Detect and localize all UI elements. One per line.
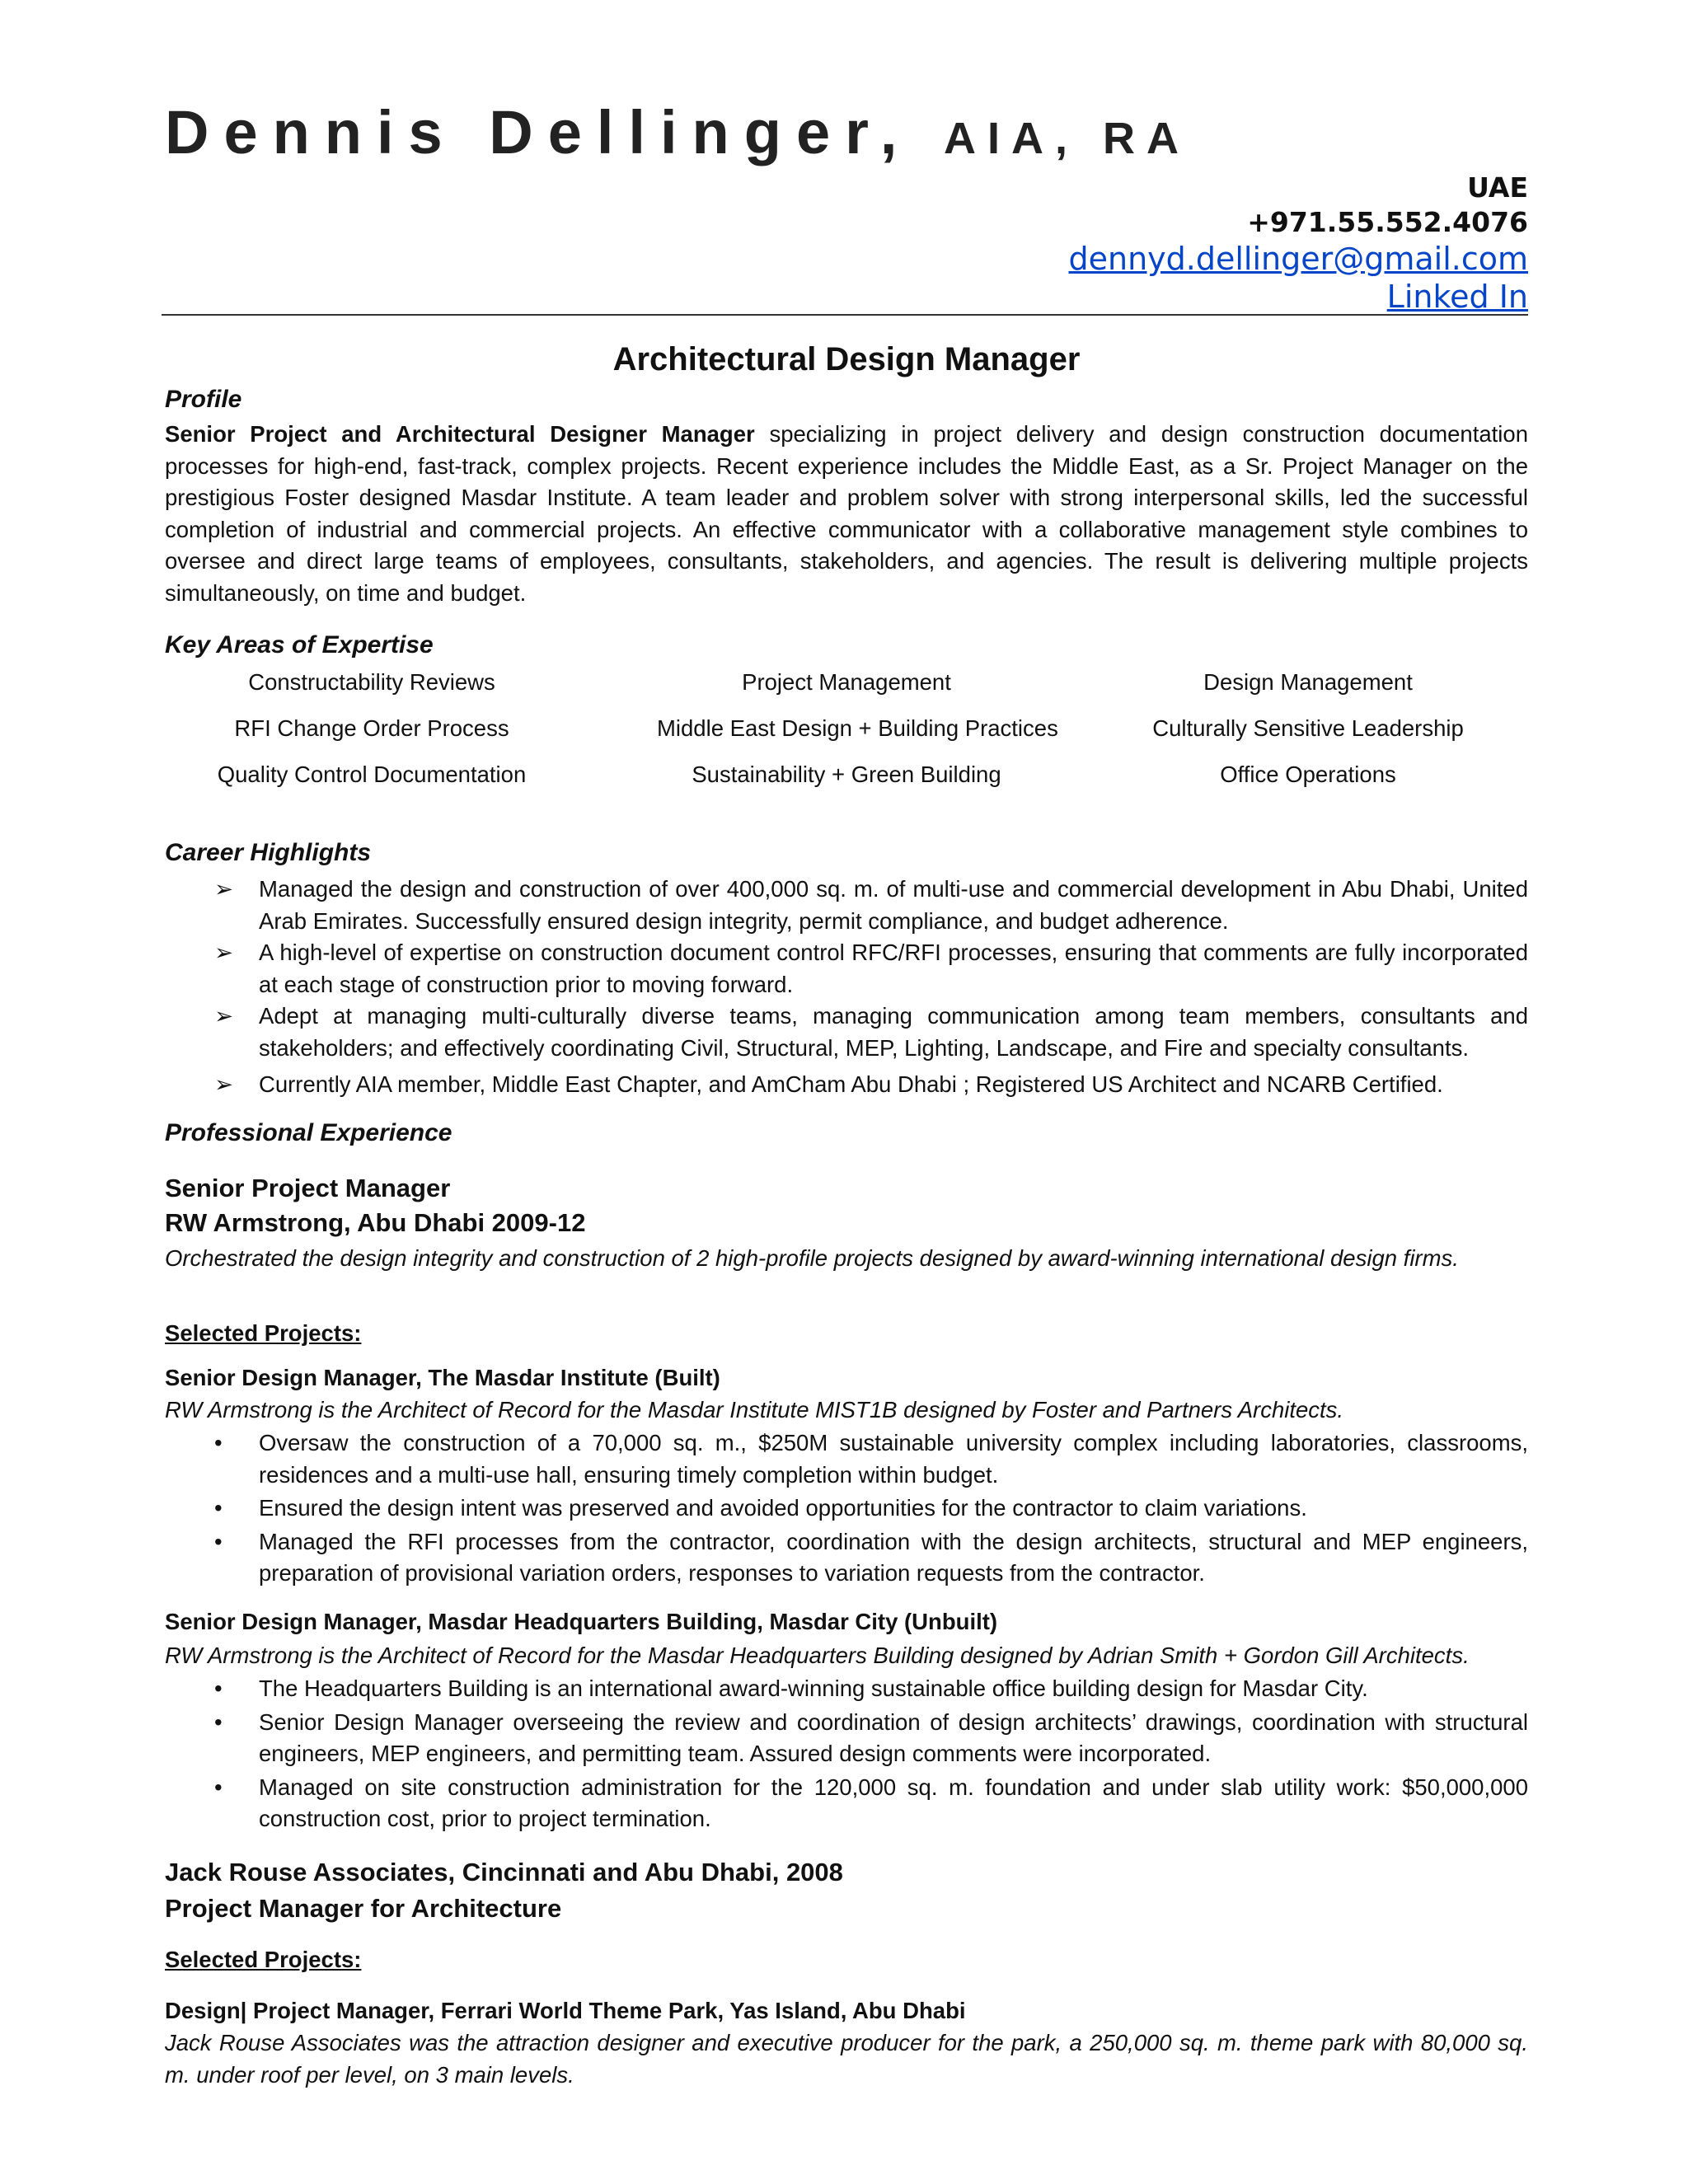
job1-company: RW Armstrong, Abu Dhabi 2009-12 bbox=[165, 1208, 586, 1237]
job1-summary: Orchestrated the design integrity and construction of 2 high-profile projects designed by award-winning international design firms. bbox=[165, 1245, 1459, 1271]
expertise-item: Middle East Design + Building Practices bbox=[657, 715, 1058, 741]
expertise-item: Office Operations bbox=[1220, 762, 1396, 787]
header-divider bbox=[162, 314, 1528, 316]
list-item bbox=[165, 1772, 1528, 1835]
list-item bbox=[165, 1001, 1528, 1064]
profile-body: specializing in project delivery and design construction documentation processes for high-end, fast-track, complex projects. Recent experience includes the Middle East, as a Sr. Project Manager on the prestigious Foster designed Masdar Institute. A team leader and problem solver with strong interpersonal skills, led the successful completion of industrial and commercial projects. An effective communicator with a collaborative management style combines to oversee and direct large teams of employees, consultants, stakeholders, and agencies. The result is delivering multiple projects simultaneously, on time and budget. bbox=[165, 421, 1528, 606]
bullet-icon: • bbox=[214, 1430, 223, 1455]
list-item bbox=[165, 1069, 1528, 1101]
item-text: Senior Design Manager overseeing the review and coordination of design architects’ drawings, coordination with structural engineers, MEP engineers, and permitting team. Assured design comments were incorporated. bbox=[259, 1708, 1528, 1766]
arrow-bullet-icon: ➢ bbox=[214, 940, 234, 965]
item-text: Managed the RFI processes from the contractor, coordination with the design architects, structural and MEP engineers, preparation of provisional variation orders, responses to variation requests from the contractor. bbox=[259, 1528, 1528, 1586]
job1-project2-list bbox=[165, 1673, 1528, 1835]
bullet-icon: • bbox=[214, 1495, 223, 1521]
arrow-bullet-icon: ➢ bbox=[214, 1071, 234, 1097]
job2-company: Jack Rouse Associates, Cincinnati and Abu Dhabi, 2008 bbox=[165, 1858, 843, 1886]
highlight-text: Adept at managing multi-culturally diverse teams, managing communication among team members, consultants and stakeholders; and effectively coordinating Civil, Structural, MEP, Lighting, Landscape, and Fire and specialty consultants. bbox=[259, 1003, 1528, 1061]
expertise-item: Quality Control Documentation bbox=[217, 762, 527, 787]
highlights-list bbox=[165, 874, 1528, 1101]
item-text: Managed on site construction administration for the 120,000 sq. m. foundation and under slab utility work: $50,000,000 construction cost, prior to project termination. bbox=[259, 1774, 1528, 1831]
job1-project1-desc: RW Armstrong is the Architect of Record for the Masdar Institute MIST1B designed by Foster and Partners Architects. bbox=[165, 1397, 1344, 1422]
job1-selected-projects: Selected Projects: bbox=[165, 1320, 362, 1346]
contact-email-link[interactable]: dennyd.dellinger@gmail.com bbox=[1068, 241, 1528, 277]
job2-project1-title: Design| Project Manager, Ferrari World Theme Park, Yas Island, Abu Dhabi bbox=[165, 1998, 966, 2023]
job1-project1-list bbox=[165, 1427, 1528, 1590]
list-item bbox=[165, 874, 1528, 937]
expertise-item: RFI Change Order Process bbox=[234, 715, 509, 741]
bullet-icon: • bbox=[214, 1528, 223, 1554]
credentials: AIA, RA bbox=[943, 114, 1190, 163]
profile-text bbox=[165, 419, 1528, 609]
bullet-icon: • bbox=[214, 1774, 223, 1800]
job2-selected-projects: Selected Projects: bbox=[165, 1947, 362, 1972]
contact-phone: +971.55.552.4076 bbox=[1247, 206, 1528, 238]
job2-role: Project Manager for Architecture bbox=[165, 1894, 562, 1923]
highlight-text: Currently AIA member, Middle East Chapter, and AmCham Abu Dhabi ; Registered US Architect and NCARB Certified. bbox=[259, 1071, 1443, 1097]
list-item bbox=[165, 1493, 1528, 1525]
job1-role: Senior Project Manager bbox=[165, 1174, 451, 1202]
list-item bbox=[165, 1526, 1528, 1590]
highlight-text: Managed the design and construction of over 400,000 sq. m. of multi-use and commercial development in Abu Dhabi, United Arab Emirates. Successfully ensured design integrity, permit compliance, and budget adherence. bbox=[259, 876, 1528, 934]
list-item bbox=[165, 1427, 1528, 1491]
list-item bbox=[165, 1707, 1528, 1770]
expertise-item: Project Management bbox=[742, 669, 951, 695]
job2-project1-desc: Jack Rouse Associates was the attraction designer and executive producer for the park, a 250,000 sq. m. theme park with 80,000 sq. m. under roof per level, on 3 main levels. bbox=[165, 2030, 1528, 2088]
item-text: The Headquarters Building is an international award-winning sustainable office building design for Masdar City. bbox=[259, 1675, 1368, 1701]
list-item bbox=[165, 1673, 1528, 1705]
experience-heading: Professional Experience bbox=[165, 1119, 452, 1146]
contact-country: UAE bbox=[1467, 171, 1528, 204]
highlights-heading: Career Highlights bbox=[165, 839, 372, 866]
expertise-item: Sustainability + Green Building bbox=[692, 762, 1001, 787]
expertise-item: Constructability Reviews bbox=[248, 669, 495, 695]
expertise-item: Culturally Sensitive Leadership bbox=[1152, 715, 1464, 741]
expertise-item: Design Management bbox=[1203, 669, 1413, 695]
arrow-bullet-icon: ➢ bbox=[214, 876, 234, 902]
arrow-bullet-icon: ➢ bbox=[214, 1003, 234, 1029]
list-item bbox=[165, 937, 1528, 1001]
resume-title: Architectural Design Manager bbox=[612, 341, 1081, 377]
highlight-text: A high-level of expertise on construction document control RFC/RFI processes, ensuring that comments are fully incorporated at each stage of construction prior to moving forward. bbox=[259, 940, 1528, 997]
expertise-heading: Key Areas of Expertise bbox=[165, 631, 434, 658]
job1-project1-title: Senior Design Manager, The Masdar Institute (Built) bbox=[165, 1365, 720, 1390]
job1-project2-desc: RW Armstrong is the Architect of Record for the Masdar Headquarters Building designed by Adrian Smith + Gordon Gill Architects. bbox=[165, 1643, 1470, 1668]
bullet-icon: • bbox=[214, 1708, 223, 1735]
profile-heading: Profile bbox=[165, 386, 242, 413]
profile-lead: Senior Project and Architectural Designer Manager bbox=[165, 421, 755, 447]
job1-project2-title: Senior Design Manager, Masdar Headquarters Building, Masdar City (Unbuilt) bbox=[165, 1609, 998, 1634]
item-text: Oversaw the construction of a 70,000 sq. m., $250M sustainable university complex including laboratories, classrooms, residences and a multi-use hall, ensuring timely completion within budget. bbox=[259, 1430, 1528, 1488]
linkedin-link[interactable]: Linked In bbox=[1386, 279, 1528, 315]
name-text: Dennis Dellinger, bbox=[165, 98, 912, 166]
item-text: Ensured the design intent was preserved and avoided opportunities for the contractor to claim variations. bbox=[259, 1495, 1307, 1521]
bullet-icon: • bbox=[214, 1675, 223, 1701]
candidate-name bbox=[165, 97, 1190, 167]
